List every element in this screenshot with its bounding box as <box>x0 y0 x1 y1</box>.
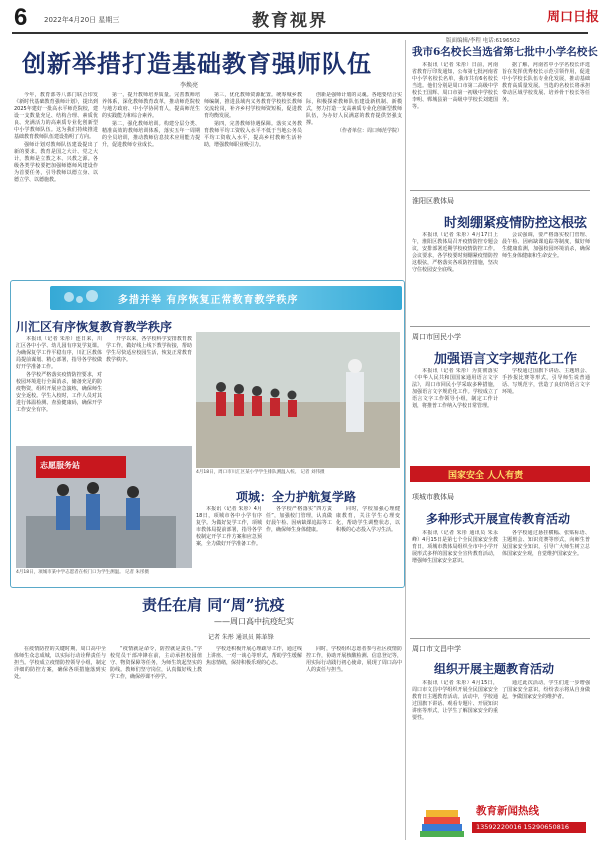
wenchang-headline: 组织开展主题教育活动 <box>434 662 555 676</box>
xiangcheng-headline: 多种形式开展宣传教育活动 <box>426 512 571 526</box>
wenchang-paragraph: 本报讯（记者 朱彤）4月15日，周口市文昌中学组织开展全民国家安全教育日主题教育活动。活动中，学校通过国旗下讲话、观看专题片、开展知识讲座等形式，让学生了解国家安全的重要性。 <box>412 680 498 721</box>
editor-info: 版面编辑/李程 电话:6196502 <box>446 38 520 44</box>
chuanhui-paragraph: 本报讯（记者 朱彤）连日来，川汇区各中小学、幼儿园有序复学复课。为确保复学工作平稳有序，川汇区教体局提前谋划、精心部署，指导各学校做好开学准备工作。 <box>16 336 102 370</box>
section-title: 教育视界 <box>252 11 328 31</box>
hotline-title: 教育新闻热线 <box>476 805 539 817</box>
xiangcheng-recovery-col-2 <box>266 506 332 582</box>
wenchang-col-2 <box>502 680 590 794</box>
main-article-col-2 <box>102 92 200 274</box>
lower-paragraph: 学校还积极开展心理疏导工作，通过线上讲座、一对一谈心等形式，帮助学生缓解焦虑情绪，保持积极乐观的心态。 <box>206 646 302 666</box>
xiangcheng-recovery-paragraph: 同时，学校加强心理健康教育，关注学生心理变化，帮助学生调整状态，以积极的心态投入学习生活。 <box>336 506 400 533</box>
chuanhui-col-2 <box>106 336 192 440</box>
chuanhui-headline: 川汇区有序恢复教育教学秩序 <box>16 320 173 334</box>
xiangcheng-paragraph: 本报讯（记者 朱彤 通讯员 朱永峰）4月15日是第七个全民国家安全教育日，项城市教体局组织全市中小学开展形式多样的国家安全宣传教育活动，增强师生国家安全意识。 <box>412 530 498 564</box>
lower-paragraph: 在疫情防控的关键时期，周口高中全体师生众志成城，以实际行动诠释责任与担当。学校成立疫情防控领导小组，制定详细的防控方案，确保各项措施落到实处。 <box>14 646 106 680</box>
main-paragraph: 第三，优化教师资源配置。统筹城乡教师编制，推进县域内义务教育学校校长教师交流轮岗，补齐乡村学校师资短板，促进教育均衡发展。 <box>204 92 302 119</box>
xiangcheng-recovery-col-3 <box>336 506 400 582</box>
wenchang-paragraph: 通过此次活动，学生们进一步增强了国家安全意识，纷纷表示将从自身做起，争做国家安全的维护者。 <box>502 680 590 700</box>
xiangcheng-recovery-paragraph: 各学校严格落实“四方责任”，加强校门管理，认真做好晨午检、因病缺课追踪等工作，确保师生身体健康。 <box>266 506 332 533</box>
huaiyang-kicker: 淮阳区教体局 <box>412 197 454 205</box>
huaiyang-paragraph: 会议强调，要严格落实校门管理、晨午检、因病缺课追踪等制度，做好师生健康监测，加强校园环境消杀，确保师生身体健康和生命安全。 <box>502 232 590 259</box>
huimin-paragraph: 学校通过国旗下讲话、主题班会、手抄报比赛等形式，引导师生说普通话、写规范字，营造了良好的语言文字环境。 <box>502 368 590 395</box>
xiangcheng-recovery-col-1 <box>196 506 262 582</box>
lower-subtitle: ——周口高中抗疫纪实 <box>214 617 294 626</box>
bubbles-icon <box>62 288 102 308</box>
recovery-banner-text: 多措并举 有序恢复正常教育教学秩序 <box>118 295 299 306</box>
xiangcheng-paragraph: 各学校通过悬挂横幅、张贴标语、主题班会、知识竞赛等形式，向师生普及国家安全知识，引导广大师生树立总体国家安全观，自觉维护国家安全。 <box>502 530 590 557</box>
chuanhui-photo-caption: 4月18日，周口市川汇区某小学学生排队测温入校。 记者 刘伟摄 <box>196 470 325 475</box>
lower-paragraph: 同时，学校组织志愿者参与社区疫情防控工作，协助开展核酸检测、信息登记等，用实际行动践行初心使命，展现了周口高中人的责任与担当。 <box>306 646 402 673</box>
xiangcheng-col-2 <box>502 530 590 634</box>
xiangcheng-photo-caption: 4月18日，项城市某中学志愿者在校门口为学生测温。 记者 朱彤摄 <box>16 570 149 575</box>
security-banner-text: 国家安全 人人有责 <box>448 471 524 481</box>
lower-col-4 <box>306 646 402 840</box>
lower-headline: 责任在肩 同“周”抗疫 <box>142 596 285 614</box>
principals-col-2 <box>502 62 590 184</box>
principals-headline: 我市6名校长当选省第七批中小学名校长 <box>412 46 598 58</box>
column-divider <box>405 40 406 840</box>
lower-col-1 <box>14 646 106 840</box>
chuanhui-photo <box>196 332 400 468</box>
section-rule <box>410 638 590 639</box>
books-icon <box>418 800 468 840</box>
huaiyang-col-1 <box>412 232 498 322</box>
chuanhui-paragraph: 开学以来，各学校科学安排教育教学工作，做好线上线下教学衔接，帮助学生尽快适应校园生活，恢复正常教育教学秩序。 <box>106 336 192 363</box>
main-headline: 创新举措打造基础教育强师队伍 <box>22 49 372 78</box>
lower-col-2 <box>110 646 202 840</box>
principals-paragraph: 本报讯（记者 朱彤）日前，河南省教育厅印发通知，公布第七批河南省中小学名校长名单，我市共有6名校长当选。他们分别是周口市第二高级中学校长王国辉、周口市第一初级中学校长李明、郸城县第一高级中学校长刘建国等。 <box>412 62 498 110</box>
lower-paragraph: “疫情就是命令，防控就是责任。”学校党员干部冲锋在前，主动承担校园值守、物资保障等任务，为师生筑起坚实的防线。教师们坚守岗位，认真做好线上教学工作，确保停课不停学。 <box>110 646 202 680</box>
main-byline: 李焕亮 <box>180 82 199 89</box>
huaiyang-headline: 时刻绷紧疫情防控这根弦 <box>444 216 588 231</box>
main-paragraph: 第四，完善教师待遇保障。落实义务教育教师平均工资收入水平不低于当地公务员平均工资收入水平，提高乡村教师生活补助，增强教师职业吸引力。 <box>204 121 302 148</box>
huimin-paragraph: 本报讯（记者 朱彤）为贯彻落实《中华人民共和国国家通用语言文字法》，周口市回民小学采取多种措施，加强语言文字规范化工作。学校成立了语言文字工作领导小组，制定工作计划，将推普工作纳入学校日常管理。 <box>412 368 498 409</box>
main-paragraph: 第一，提升教师培养质量。完善教师培养体系，深化教师教育改革，推动师范院校与地方政府、中小学协同育人，提高师范生的实践能力和综合素养。 <box>102 92 200 119</box>
hotline-phones: 13592220016 15290650816 <box>476 823 570 831</box>
main-article-col-4 <box>306 92 402 274</box>
huimin-col-1 <box>412 368 498 460</box>
main-article-col-1 <box>14 92 98 274</box>
page-header <box>0 0 600 36</box>
xiangcheng-recovery-headline: 项城：全力护航复学路 <box>236 490 357 504</box>
wenchang-kicker: 周口市文昌中学 <box>412 645 461 653</box>
main-paragraph: 创新是强师计划的灵魂。各地要结合实际，积极探索教师队伍建设新机制、新模式，努力打造一支高素质专业化创新型教师队伍，为办好人民满意的教育提供坚强支撑。 <box>306 92 402 126</box>
page-number: 6 <box>14 4 28 31</box>
main-article-col-3 <box>204 92 302 274</box>
wenchang-col-1 <box>412 680 498 794</box>
main-paragraph: 第二，强化教师培训。构建分层分类、精准高效的教师培训体系，落实五年一周期的全员培训，推动教师信息技术应用能力提升，促进教师专业成长。 <box>102 121 200 148</box>
huimin-kicker: 周口市回民小学 <box>412 333 461 341</box>
issue-date: 2022年4月20日 星期三 <box>44 16 120 24</box>
xiangcheng-kicker: 项城市教体局 <box>412 493 454 501</box>
section-rule <box>410 326 590 327</box>
xiangcheng-recovery-paragraph: 本报讯（记者 朱彤）4月18日，项城市各中小学有序复学。为做好复学工作，项城市教体局提前部署，指导各学校制定开学工作方案和应急预案，全力做好开学准备工作。 <box>196 506 262 547</box>
huaiyang-paragraph: 本报讯（记者 朱彤）4月17日上午，淮阳区教体局召开疫情防控专题会议，安排部署近期学校疫情防控工作。会议要求，各学校要时刻绷紧疫情防控这根弦，严格落实各项防控措施，坚决守住校园安全底线。 <box>412 232 498 273</box>
huimin-headline: 加强语言文字规范化工作 <box>434 352 578 367</box>
header-rule <box>12 32 588 34</box>
principals-paragraph: 据了解，河南省中小学名校长评选旨在发挥优秀校长示范引领作用，促进中小学校长队伍专业化发展，推动基础教育高质量发展。当选的名校长将承担带动区域学校发展、培养骨干校长等任务。 <box>502 62 590 103</box>
lower-byline: 记者 朱彤 通讯员 陈革锋 <box>208 634 274 641</box>
principals-col-1 <box>412 62 498 184</box>
volunteer-sign: 志愿服务站 <box>40 461 80 470</box>
section-rule <box>410 190 590 191</box>
author-note: （作者单位：周口师范学院） <box>336 128 402 134</box>
huimin-col-2 <box>502 368 590 460</box>
newspaper-logo: 周口日报 <box>547 10 600 25</box>
xiangcheng-col-1 <box>412 530 498 634</box>
main-paragraph: 今年，教育部等八部门联合印发《新时代基础教育强师计划》，提出到2025年建好一批高水平师范院校，建设一支数量充足、结构合理、素质优良、充满活力的高素质专业化创新型中小学教师队伍。这为我们持续推进基础教育教师队伍建设指明了方向。 <box>14 92 98 140</box>
students-queue-image <box>196 332 400 468</box>
lower-col-3 <box>206 646 302 840</box>
chuanhui-paragraph: 各学校严格落实疫情防控要求，对校园环境进行全面消杀，储备充足的防疫物资，组织开展应急演练，确保师生安全返校。学生入校时，工作人员对其进行体温检测、查验健康码，确保开学工作安全有序。 <box>16 372 102 413</box>
main-paragraph: 强师计划对教师队伍建设提出了新的要求。教育是国之大计、党之大计，教师是立教之本、兴教之源。各级各类学校要把加强师德师风建设作为首要任务，引导教师以德立身、以德立学、以德施教。 <box>14 142 98 183</box>
chuanhui-col-1 <box>16 336 102 440</box>
huaiyang-col-2 <box>502 232 590 322</box>
xiangcheng-photo <box>16 446 192 568</box>
